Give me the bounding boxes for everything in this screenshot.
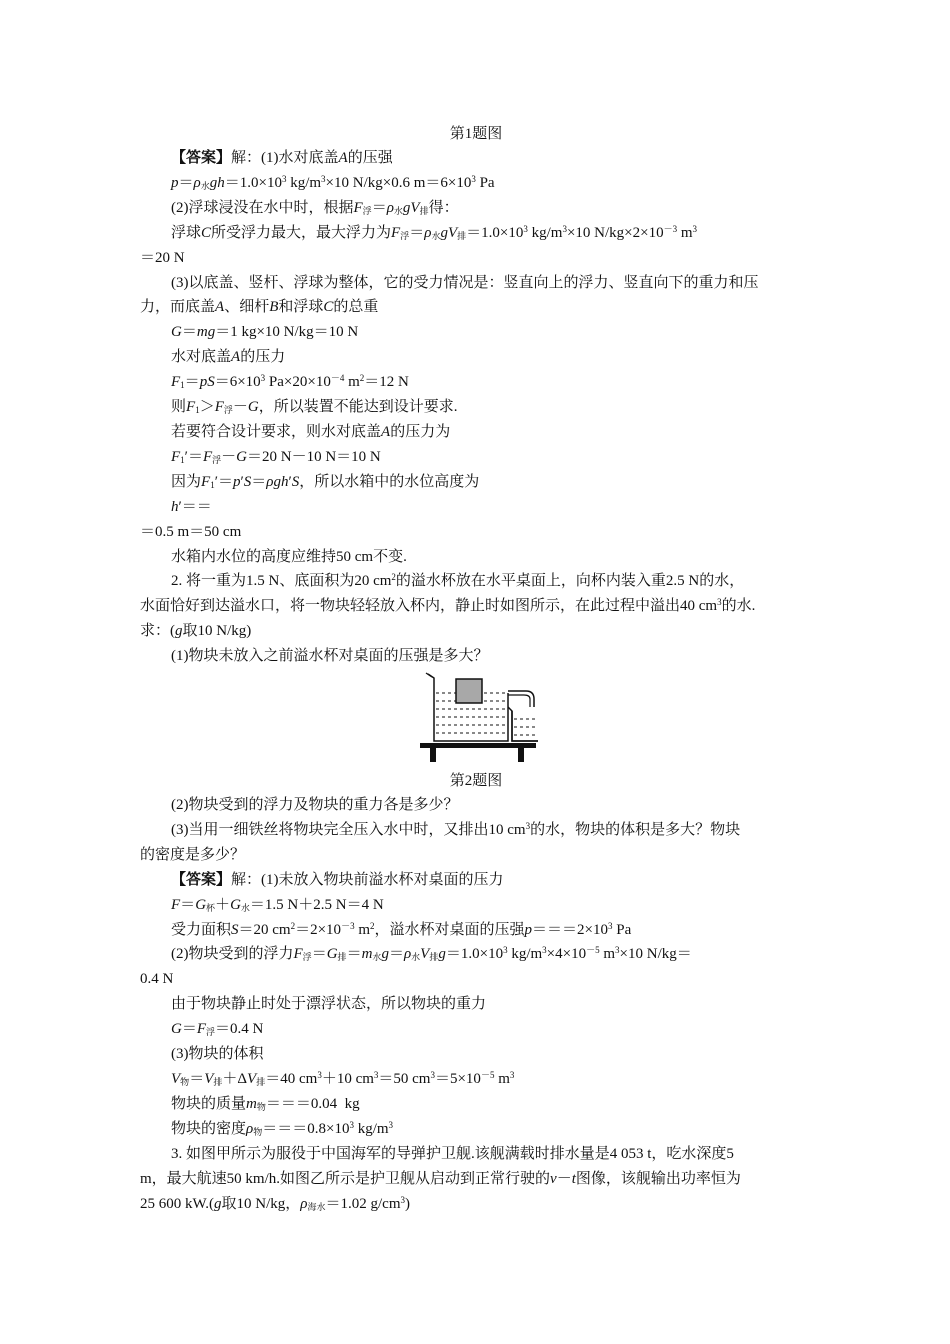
text-line: $F=G_杯+G_水=1.5$ N＋2.5 N＝4 N	[171, 896, 384, 913]
text-line: $F_1'=F_浮-G=20$ N－10 N＝10 N	[171, 448, 381, 465]
text-line: $p=\rho_水gh=1.0\times 10^3$ $kg/m^3\times 10$ N/kg×0.6 $m=6\times 10^3$ Pa	[171, 173, 495, 191]
text-line: 若要符合设计要求，则水对底盖A的压力为	[171, 423, 451, 440]
text-line: h′＝＝	[171, 498, 212, 515]
document-page	[140, 122, 812, 1216]
text-line: $F_1=pS=6\times 10^3$ $Pa\times 20\times 10^{-4}$ $m^2=12$ N	[171, 373, 409, 391]
text-line: (2)物块受到的浮力$F_浮=G_排=m_水g=\rho_水V_排g=1.0\times 10^3$ $kg/m^3\times 4\times 10^{-5}$ $m^3\times 10$ N/kg＝	[171, 945, 692, 963]
text-line: $V_物=V_排+\Delta V_排=40$ $cm^3+10$ $cm^3=50$ $cm^3=5\times 10^{-5}$ $m^3$	[171, 1070, 515, 1087]
text-line: 0.4 N	[140, 971, 174, 988]
text-line: G＝mg＝1 kg×10 N/kg＝10 N	[171, 324, 359, 341]
text-line: 浮球C所受浮力最大，最大浮力为$F_浮=\rho_水gV_排=1.0\times 10^3$ $kg/m^3\times 10$ $N/kg\times 2\times 10^{-3}$ $m^3$	[171, 223, 698, 241]
text-line: 力，而底盖A、细杆B和浮球C的总重	[140, 299, 379, 316]
text-line: m，最大航速50 km/h.如图乙所示是护卫舰从启动到正常行驶的v－t图像，该舰输出功率恒为	[140, 1170, 741, 1187]
text-line: ＝20 N	[140, 249, 185, 266]
text-line: (3)以底盖、竖杆、浮球为整体，它的受力情况是：竖直向上的浮力、竖直向下的重力和压	[171, 274, 759, 291]
text-line: 水对底盖A的压力	[171, 349, 286, 366]
answer-2-heading: 【答案】解：(1)未放入物块前溢水杯对桌面的压力	[171, 871, 504, 888]
text-line: ＝0.5 m＝50 cm	[140, 523, 242, 540]
question-2: 2. 将一重为1.5 N、底面积为20 $cm^2$的溢水杯放在水平桌面上，向杯内装入重2.5 N的水，	[171, 572, 745, 590]
text-line: (1)物块未放入之前溢水杯对桌面的压强是多大？	[171, 648, 489, 665]
text-line: (2)物块受到的浮力及物块的重力各是多少？	[171, 797, 459, 814]
overflow-cup-diagram	[418, 669, 538, 769]
text-line: 求：(g取10 N/kg)	[140, 623, 252, 640]
text-line: 的密度是多少？	[140, 846, 246, 863]
figure-2-caption: 第2题图	[449, 773, 503, 790]
text-line: 水箱内水位的高度应维持50 cm不变.	[171, 548, 407, 565]
text-line: 因为$F_1'=p'S=\rho gh'S$，所以水箱中的水位高度为	[171, 473, 480, 490]
text-line: (2)浮球浸没在水中时，根据$F_浮=\rho_水gV_排$得：	[171, 199, 459, 216]
text-line: 受力面积S＝20 $cm^2=2\times 10^{-3}$ $m^2$，溢水杯对桌面的压强$p===2\times 10^3$ Pa	[171, 920, 632, 938]
text-line: 水面恰好到达溢水口，将一物块轻轻放入杯内，静止时如图所示，在此过程中溢出40 $cm^3$的水.	[140, 597, 756, 615]
question-3: 3. 如图甲所示为服役于中国海军的导弹护卫舰.该舰满载时排水量是4 053 t，吃水深度5	[171, 1145, 734, 1162]
text-line: 物块的质量$m_物===0.04$ kg	[171, 1095, 360, 1112]
text-line: 由于物块静止时处于漂浮状态，所以物块的重力	[171, 996, 487, 1013]
text-line: 物块的密度$\rho_物===0.8\times 10^3$ $kg/m^3$	[171, 1119, 394, 1137]
text-line: 25 600 kW.(g取10 N/kg，$\rho_{海水}=1.02$ $g/cm^3$)	[140, 1194, 411, 1212]
answer-1-heading: 【答案】解：(1)水对底盖A的压强	[171, 150, 393, 166]
text-line: (3)物块的体积	[171, 1046, 264, 1063]
text-line: 则$F_1>F_浮-G$，所以装置不能达到设计要求.	[171, 399, 458, 416]
text-line: (3)当用一细铁丝将物块完全压入水中时，又排出10 $cm^3$的水，物块的体积是多大？物块	[171, 820, 741, 838]
text-line: $G=F_浮=0.4$ N	[171, 1021, 264, 1038]
figure-1-caption: 第1题图	[449, 126, 503, 142]
overflow-cup-figure	[140, 669, 812, 769]
